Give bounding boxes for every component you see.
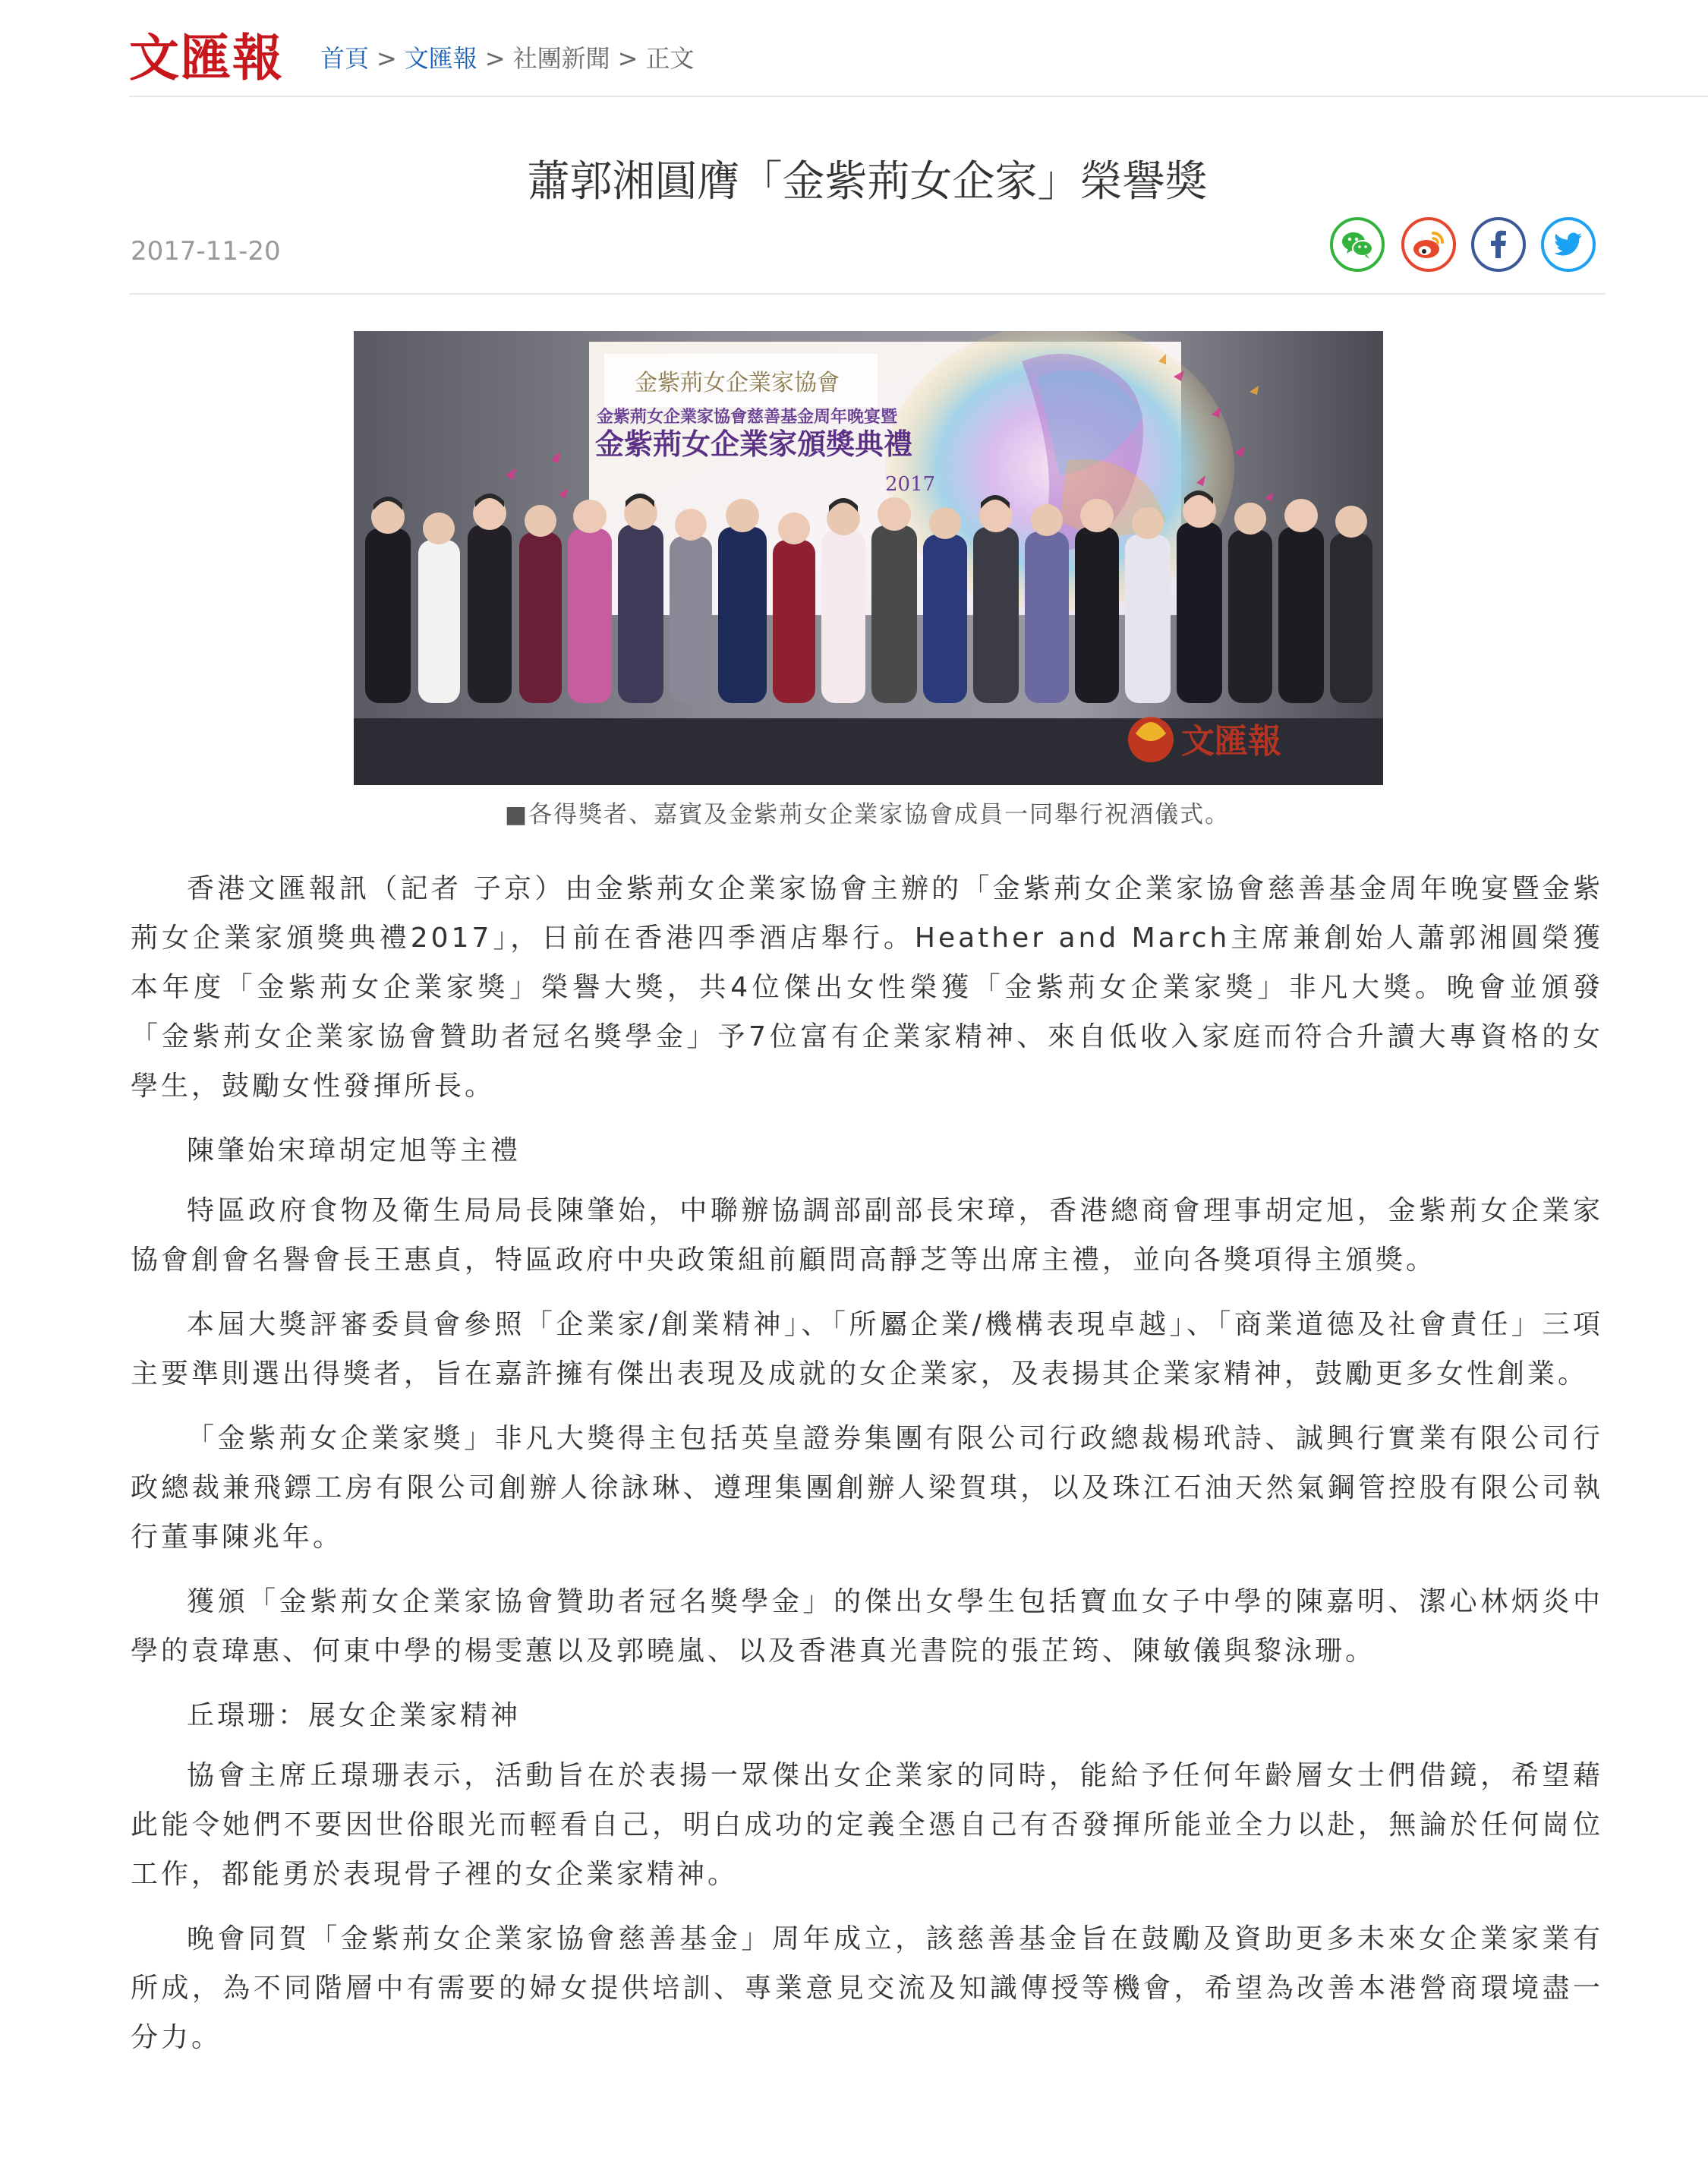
breadcrumb-community-news[interactable]: 社團新聞	[512, 44, 610, 73]
share-twitter-button[interactable]	[1541, 217, 1596, 272]
site-logo[interactable]: 文匯報	[129, 28, 284, 87]
article-paragraph: 特區政府食物及衛生局局長陳肇始，中聯辦協調部副部長宋璋，香港總商會理事胡定旭，金紫荊女企業家協會創會名譽會長王惠貞，特區政府中央政策組前顧問高靜芝等出席主禮，並向各獎項得主頒獎。	[131, 1195, 1603, 1276]
site-header	[129, 27, 1708, 97]
banner-year: 2017	[885, 473, 936, 496]
article-paragraph: 本屆大獎評審委員會參照「企業家/創業精神」、「所屬企業/機構表現卓越」、「商業道德及社會責任」三項主要準則選出得獎者，旨在嘉許擁有傑出表現及成就的女企業家，及表揚其企業家精神，鼓勵更多女性創業。	[131, 1309, 1603, 1390]
breadcrumb-separator: >	[484, 44, 506, 73]
share-wechat-button[interactable]	[1330, 217, 1385, 272]
facebook-icon	[1474, 220, 1523, 269]
wechat-icon	[1333, 220, 1382, 269]
meta-divider	[129, 293, 1606, 295]
article-paragraph: 「金紫荊女企業家獎」非凡大獎得主包括英皇證券集團有限公司行政總裁楊玳詩、誠興行實業有限公司行政總裁兼飛鏢工房有限公司創辦人徐詠琳、遵理集團創辦人梁賀琪，以及珠江石油天然氣鋼管控股有限公司執行董事陳兆年。	[131, 1423, 1603, 1553]
photo-watermark: 文匯報	[1181, 722, 1281, 761]
twitter-icon	[1544, 220, 1593, 269]
photo-caption: ■各得獎者、嘉賓及金紫荊女企業家協會成員一同舉行祝酒儀式。	[504, 801, 1231, 828]
article-body	[131, 864, 1603, 2077]
breadcrumb-home[interactable]: 首頁	[320, 44, 370, 73]
banner-main-title: 金紫荊女企業家頒獎典禮	[595, 427, 913, 461]
share-facebook-button[interactable]	[1471, 217, 1526, 272]
breadcrumb-separator: >	[617, 44, 638, 73]
breadcrumb-separator: >	[377, 44, 397, 73]
article-paragraph: 協會主席丘璟珊表示，活動旨在於表揚一眾傑出女企業家的同時，能給予任何年齡層女士們借鏡，希望藉此能令她們不要因世俗眼光而輕看自己，明白成功的定義全憑自己有否發揮所能並全力以赴，無論於任何崗位工作，都能勇於表現骨子裡的女企業家精神。	[131, 1760, 1603, 1890]
article-paragraph: 晚會同賀「金紫荊女企業家協會慈善基金」周年成立，該慈善基金旨在鼓勵及資助更多未來女企業家業有所成，為不同階層中有需要的婦女提供培訓、專業意見交流及知識傳授等機會，希望為改善本港營商環境盡一分力。	[131, 1923, 1603, 2053]
article-paragraph: 獲頒「金紫荊女企業家協會贊助者冠名獎學金」的傑出女學生包括寶血女子中學的陳嘉明、潔心林炳炎中學的袁瑋惠、何東中學的楊雯蕙以及郭曉嵐、以及香港真光書院的張芷筠、陳敏儀與黎泳珊。	[131, 1586, 1603, 1667]
article-subheading: 丘璟珊：展女企業家精神	[187, 1700, 522, 1731]
article-photo	[354, 331, 1383, 785]
breadcrumb	[320, 39, 695, 77]
weibo-icon	[1404, 220, 1453, 269]
banner-association-name: 金紫荊女企業家協會	[635, 370, 840, 396]
share-weibo-button[interactable]	[1401, 217, 1456, 272]
article-date: 2017-11-20	[131, 236, 281, 267]
banner-subtitle: 金紫荊女企業家協會慈善基金周年晚宴暨	[597, 407, 898, 427]
article-title: 蕭郭湘圓膺「金紫荊女企家」榮譽獎	[527, 156, 1208, 207]
article-subheading: 陳肇始宋璋胡定旭等主禮	[187, 1135, 522, 1166]
header-divider	[129, 96, 1708, 97]
breadcrumb-wenweipo[interactable]: 文匯報	[404, 44, 477, 73]
award-ceremony-photo	[354, 331, 1383, 785]
article-paragraph: 香港文匯報訊（記者 子京）由金紫荊女企業家協會主辦的「金紫荊女企業家協會慈善基金周年晚宴暨金紫荊女企業家頒獎典禮2017」，日前在香港四季酒店舉行。Heather and March主席兼創始人蕭郭湘圓榮獲本年度「金紫荊女企業家獎」榮譽大獎，共4位傑出女性榮獲「金紫荊女企業家獎」非凡大獎。晚會並頒發「金紫荊女企業家協會贊助者冠名獎學金」予7位富有企業家精神、來自低收入家庭而符合升讀大專資格的女學生，鼓勵女性發揮所長。	[131, 873, 1603, 1102]
breadcrumb-current: 正文	[645, 44, 695, 73]
